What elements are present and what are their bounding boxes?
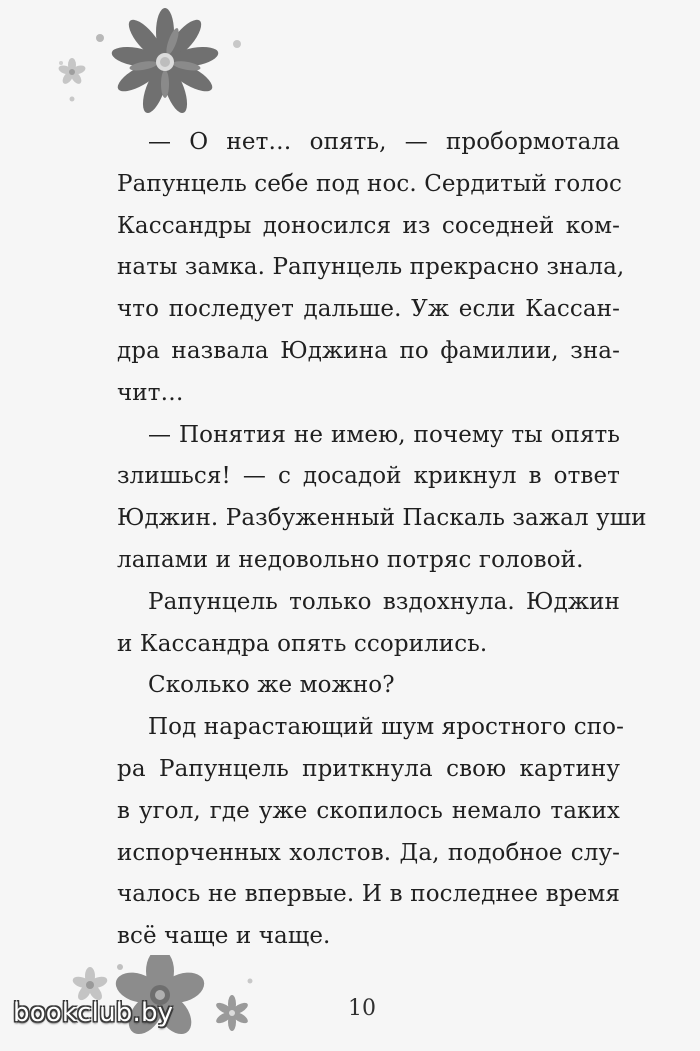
dot-icon <box>59 61 63 65</box>
watermark: bookclub.by <box>13 998 174 1028</box>
text-line: Сколько же можно? <box>148 672 395 699</box>
text-line: испорченных холстов. Да, подобное слу- <box>117 839 620 866</box>
top-flower-decoration <box>50 0 250 120</box>
text-line: — Понятия не имею, почему ты опять <box>148 421 620 448</box>
text-line: Под нарастающий шум яростного спо- <box>148 714 624 741</box>
text-line: злишься! — с досадой крикнул в ответ <box>117 463 620 490</box>
page-number: 10 <box>348 996 376 1021</box>
dot-icon <box>233 40 241 48</box>
dot-icon <box>248 979 253 984</box>
dot-icon <box>70 97 75 102</box>
text-line: наты замка. Рапунцель прекрасно знала, <box>117 254 625 281</box>
text-line: ра Рапунцель приткнула свою картину <box>117 755 620 782</box>
text-line: и Кассандра опять ссорились. <box>117 630 488 657</box>
text-line: чит… <box>117 379 184 406</box>
text-line: Рапунцель только вздохнула. Юджин <box>148 588 620 615</box>
text-line: дра назвала Юджина по фамилии, зна- <box>117 337 620 364</box>
dot-icon <box>96 34 104 42</box>
dot-icon <box>117 964 123 970</box>
text-line: что последует дальше. Уж если Кассан- <box>117 296 620 323</box>
text-line: лапами и недовольно потряс головой. <box>117 546 584 573</box>
text-line: Рапунцель себе под нос. Сердитый голос <box>117 170 622 197</box>
small-flower-icon <box>214 995 249 1031</box>
text-line: — О нет… опять, — пробормотала <box>148 129 620 155</box>
text-line: Юджин. Разбуженный Паскаль зажал уши <box>117 505 647 532</box>
text-line: всё чаще и чаще. <box>117 923 331 950</box>
text-line: в угол, где уже скопилось немало таких <box>117 797 620 824</box>
text-column <box>117 122 647 958</box>
flower-icon <box>110 8 219 116</box>
text-line: Кассандры доносился из соседней ком- <box>117 212 620 239</box>
text-line: чалось не впервые. И в последнее время <box>117 881 620 908</box>
